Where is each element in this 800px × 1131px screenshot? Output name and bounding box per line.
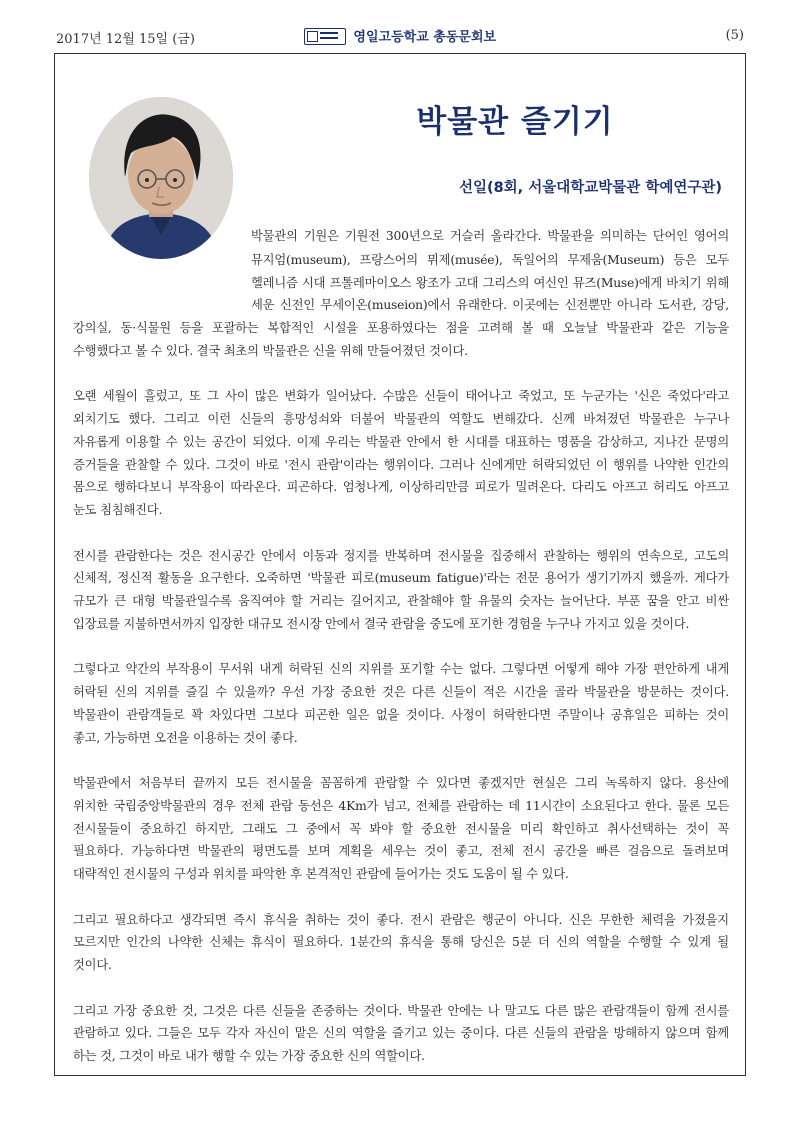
body-line: 대략적인 전시물의 구성과 위치를 파악한 후 본격적인 관람에 들어가는 것도 도움이 될 수 있다.	[73, 867, 569, 881]
body-line: 필요하다. 가능하다면 박물관의 평면도를 보며 계획을 세우는 것이 좋고, 전체 전시 공간을 빠른 걸음으로 돌려보며	[73, 844, 729, 859]
body-line: 박물관의 기원은 기원전 300년으로 거슬러 올라간다. 박물관을 의미하는 단어인 영어의	[251, 229, 729, 243]
page-header	[56, 26, 744, 48]
publication-title: 영일고등학교 총동문회보	[353, 30, 497, 45]
body-line: 증거들을 관찰할 수 있다. 그것이 바로 '전시 관람'이라는 행위이다. 그러나 신에게만 허락되었던 이 행위를 나약한 인간의	[73, 457, 729, 472]
body-line: 자유롭게 이용할 수 있는 공간이 되었다. 이제 우리는 박물관 안에서 한 시대를 대표하는 명품을 감상하고, 지나간 문명의	[73, 434, 729, 449]
body-line: 하는 것, 그것이 바로 내가 행할 수 있는 가장 중요한 신의 역할이다.	[73, 1049, 425, 1063]
body-line: 관람하고 있다. 그들은 모두 각자 자신이 맡은 신의 역할을 즐기고 있는 중이다. 다른 신들의 관람을 방해하지 않으며 함께	[73, 1026, 729, 1041]
school-logo-icon	[304, 28, 346, 45]
body-line: 박물관이 관람객들로 꽉 차있다면 그보다 피곤한 일은 없을 것이다. 사정이 허락한다면 주말이나 공휴일은 피하는 것이	[73, 707, 729, 722]
body-line: 위치한 국립중앙박물관의 경우 전체 관람 동선은 4Km가 넘고, 전체를 관람하는 데 11시간이 소요된다고 한다. 물론 모든	[73, 798, 729, 813]
body-line: 허락된 신의 지위를 즐길 수 있을까? 우선 가장 중요한 것은 다른 신들이 적은 시간을 골라 박물관을 방문하는 것이다.	[73, 685, 729, 699]
body-line: 전시물들이 중요하긴 하지만, 그래도 그 중에서 꼭 봐야 할 중요한 전시물을 미리 확인하고 취사선택하는 것이 꼭	[73, 821, 729, 836]
article-title: 박물관 즐기기	[416, 104, 614, 140]
body-line: 세운 신전인 무세이온(museion)에서 유래한다. 이곳에는 신전뿐만 아니라 도서관, 강당,	[251, 298, 729, 313]
body-line: 그리고 필요하다고 생각되면 즉시 휴식을 취하는 것이 좋다. 전시 관람은 행군이 아니다. 신은 무한한 체력을 가졌을지	[73, 912, 729, 927]
body-line: 강의실, 동·식물원 등을 포괄하는 복합적인 시설을 포용하였다는 점을 고려해 볼 때 오늘날 박물관과 같은 기능을	[73, 321, 729, 335]
body-line: 모르지만 인간의 나약한 신체는 휴식이 필요하다. 1분간의 휴식을 통해 당신은 5분 더 신의 역할을 수행할 수 있게 될	[73, 935, 729, 950]
portrait-image	[89, 97, 233, 259]
body-line: 좋고, 가능하면 오전을 이용하는 것이 좋다.	[73, 730, 298, 745]
issue-date: 2017년 12월 15일 (금)	[56, 32, 195, 47]
body-line: 외치기도 했다. 그리고 이런 신들의 흥망성쇠와 더불어 박물관의 역할도 변해갔다. 신께 바쳐졌던 박물관은 누구나	[73, 412, 729, 426]
body-line: 눈도 침침해진다.	[73, 503, 163, 517]
body-line: 그렇다고 약간의 부작용이 무서워 내게 허락된 신의 지위를 포기할 수는 없다. 그렇다면 어떻게 해야 가장 편안하게 내게	[73, 662, 729, 677]
body-line: 전시를 관람한다는 것은 전시공간 안에서 이동과 정지를 반복하며 전시물을 집중해서 관찰하는 행위의 연속으로, 고도의	[73, 548, 729, 563]
body-line: 헬레니즘 시대 프톨레마이오스 왕조가 고대 그리스의 여신인 뮤즈(Muse)에게 바치기 위해	[251, 275, 729, 290]
body-line: 것이다.	[73, 958, 112, 972]
body-line: 수행했다고 볼 수 있다. 결국 최초의 박물관은 신을 위해 만들어졌던 것이다.	[73, 343, 468, 358]
publication-name	[56, 26, 744, 46]
body-line: 신체적, 정신적 활동을 요구한다. 오죽하면 '박물관 피로(museum fatigue)'라는 전문 용어가 생기기까지 했을까. 게다가	[73, 571, 729, 586]
article-author: 선일(8회, 서울대학교박물관 학예연구관)	[458, 180, 722, 196]
body-line: 박물관에서 처음부터 끝까지 모든 전시물을 꼼꼼하게 관람할 수 있다면 좋겠지만 현실은 그리 녹록하지 않다. 용산에	[73, 776, 729, 790]
body-line: 몸으로 행하다보니 부작용이 따라온다. 피곤하다. 엄청나게, 이상하리만큼 피로가 밀려온다. 다리도 아프고 허리도 아프고	[73, 480, 729, 495]
body-line: 규모가 큰 대형 박물관일수록 움직여야 할 거리는 길어지고, 관찰해야 할 유물의 숫자는 늘어난다. 부푼 꿈을 안고 비싼	[73, 594, 729, 608]
body-line: 그리고 가장 중요한 것, 그것은 다른 신들을 존중하는 것이다. 박물관 안에는 나 말고도 다른 많은 관람객들이 함께 전시를	[73, 1003, 729, 1018]
body-line: 오랜 세월이 흘렀고, 또 그 사이 많은 변화가 일어났다. 수많은 신들이 태어나고 죽었고, 또 누군가는 '신은 죽었다'라고	[73, 389, 729, 404]
body-line: 입장료를 지불하면서까지 입장한 대규모 전시장 안에서 결국 관람을 중도에 포기한 경험을 누구나 가지고 있을 것이다.	[73, 616, 690, 631]
page-number: (5)	[725, 28, 744, 43]
body-line: 뮤지엄(museum), 프랑스어의 뮈제(musée), 독일어의 무제움(Museum) 등은 모두	[251, 252, 729, 267]
author-portrait	[89, 97, 233, 259]
